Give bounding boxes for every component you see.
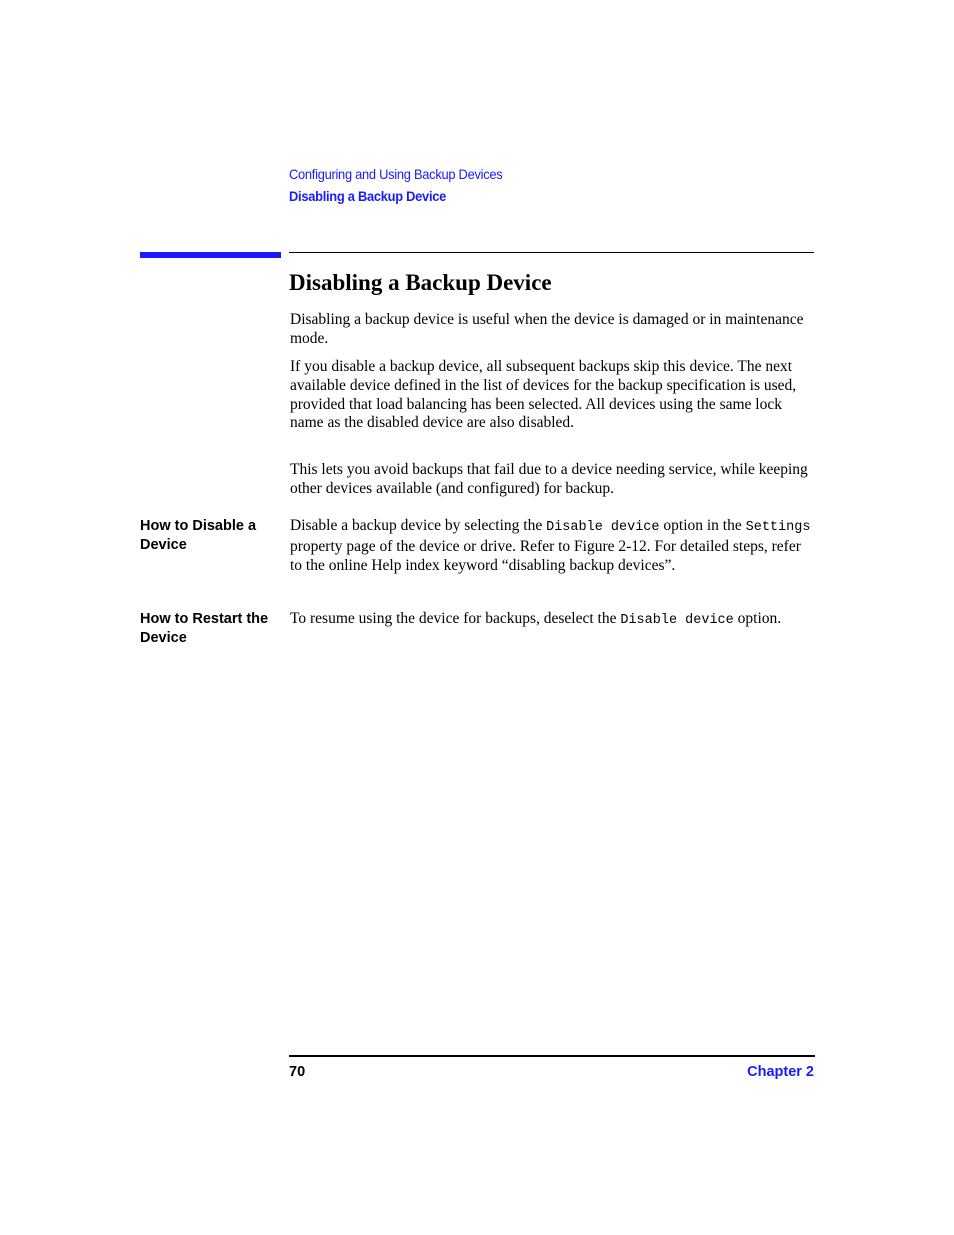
disable-device-option: Disable device (620, 613, 734, 628)
how-to-disable-text: option in the (659, 517, 746, 534)
how-to-restart-text: To resume using the device for backups, deselect the (290, 610, 621, 627)
disable-effect-paragraph: If you disable a backup device, all subsequent backups skip this device. The next available device defined in the list of devices for the backup specification is used, provided that load balancing has been selected. All devices using the same lock name as the disabled device are also disabled. (290, 358, 797, 432)
section-title: Disabling a Backup Device (289, 270, 552, 295)
intro-paragraph: Disabling a backup device is useful when the device is damaged or in maintenance mode. (290, 311, 804, 347)
section-divider (289, 252, 814, 253)
how-to-disable-text: Disable a backup device by selecting the (290, 517, 547, 534)
breadcrumb-section[interactable]: Disabling a Backup Device (289, 188, 447, 204)
breadcrumb-chapter[interactable]: Configuring and Using Backup Devices (289, 166, 503, 182)
how-to-restart-heading: How to Restart the Device (140, 611, 269, 646)
footer-divider (289, 1055, 815, 1057)
how-to-restart-text: option. (733, 610, 782, 627)
how-to-disable-paragraph (290, 517, 815, 575)
how-to-restart-paragraph (290, 610, 815, 631)
benefit-paragraph: This lets you avoid backups that fail due to a device needing service, while keeping other devices available (and configured) for backup. (290, 461, 808, 497)
how-to-disable-heading: How to Disable a Device (140, 518, 257, 553)
section-accent-bar (140, 252, 281, 258)
how-to-disable-text: property page of the device or drive. Refer to Figure 2-12. For detailed steps, refer to the online Help index keyword “disabling backup devices”. (290, 537, 801, 574)
settings-page-name: Settings (745, 520, 811, 535)
disable-device-option: Disable device (546, 520, 660, 535)
page-number: 70 (289, 1064, 306, 1080)
footer-chapter-link[interactable]: Chapter 2 (747, 1064, 814, 1080)
